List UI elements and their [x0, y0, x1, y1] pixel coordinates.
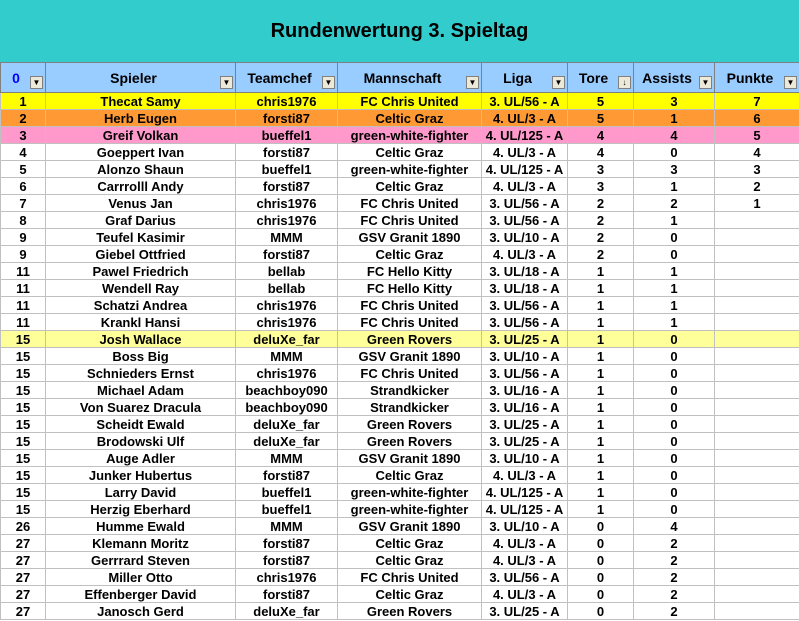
player-cell[interactable]: Alonzo Shaun — [46, 161, 236, 178]
table-row — [1, 484, 799, 501]
points-cell[interactable]: 7 — [715, 93, 799, 110]
rank-cell[interactable]: 2 — [1, 110, 46, 127]
league-cell[interactable]: 4. UL/125 - A — [482, 484, 568, 501]
league-cell[interactable]: 4. UL/3 - A — [482, 586, 568, 603]
points-cell[interactable] — [715, 263, 799, 280]
player-cell[interactable]: Krankl Hansi — [46, 314, 236, 331]
rank-cell[interactable]: 15 — [1, 467, 46, 484]
player-cell[interactable]: Miller Otto — [46, 569, 236, 586]
assists-cell[interactable]: 2 — [634, 535, 715, 552]
league-cell[interactable]: 4. UL/3 - A — [482, 552, 568, 569]
assists-cell[interactable]: 0 — [634, 144, 715, 161]
points-cell[interactable]: 2 — [715, 178, 799, 195]
team-cell[interactable]: Green Rovers — [338, 603, 482, 620]
league-cell[interactable]: 3. UL/56 - A — [482, 297, 568, 314]
player-cell[interactable]: Pawel Friedrich — [46, 263, 236, 280]
table-row — [1, 229, 799, 246]
team-cell[interactable]: Green Rovers — [338, 433, 482, 450]
points-cell[interactable] — [715, 348, 799, 365]
goals-cell[interactable]: 3 — [568, 161, 634, 178]
team-cell[interactable]: FC Chris United — [338, 297, 482, 314]
header-rank: 0 ▼ — [1, 63, 46, 93]
table-row — [1, 399, 799, 416]
rank-cell[interactable]: 1 — [1, 93, 46, 110]
assists-cell[interactable]: 0 — [634, 416, 715, 433]
assists-cell[interactable]: 0 — [634, 399, 715, 416]
teamchef-cell[interactable]: chris1976 — [236, 314, 338, 331]
player-cell[interactable]: Herb Eugen — [46, 110, 236, 127]
player-cell[interactable]: Carrrolll Andy — [46, 178, 236, 195]
assists-cell[interactable]: 0 — [634, 348, 715, 365]
player-cell[interactable]: Giebel Ottfried — [46, 246, 236, 263]
goals-cell[interactable]: 1 — [568, 416, 634, 433]
header-teamchef: Teamchef ▼ — [236, 63, 338, 93]
rank-cell[interactable]: 11 — [1, 263, 46, 280]
dropdown-arrow-icon[interactable]: ▼ — [322, 76, 335, 89]
league-cell[interactable]: 3. UL/56 - A — [482, 569, 568, 586]
goals-cell[interactable]: 1 — [568, 484, 634, 501]
player-cell[interactable]: Herzig Eberhard — [46, 501, 236, 518]
team-cell[interactable]: FC Chris United — [338, 314, 482, 331]
table-row — [1, 212, 799, 229]
goals-cell[interactable]: 1 — [568, 331, 634, 348]
table-row — [1, 161, 799, 178]
player-cell[interactable]: Scheidt Ewald — [46, 416, 236, 433]
rank-cell[interactable]: 15 — [1, 501, 46, 518]
table-row — [1, 314, 799, 331]
rank-cell[interactable]: 27 — [1, 535, 46, 552]
table-row — [1, 280, 799, 297]
teamchef-cell[interactable]: bueffel1 — [236, 127, 338, 144]
team-cell[interactable]: FC Chris United — [338, 212, 482, 229]
rank-cell[interactable]: 27 — [1, 603, 46, 620]
table-row — [1, 569, 799, 586]
dropdown-arrow-icon[interactable]: ▼ — [220, 76, 233, 89]
teamchef-cell[interactable]: chris1976 — [236, 93, 338, 110]
table-row — [1, 535, 799, 552]
goals-cell[interactable]: 0 — [568, 586, 634, 603]
dropdown-arrow-icon[interactable]: ▼ — [466, 76, 479, 89]
goals-cell[interactable]: 1 — [568, 450, 634, 467]
assists-cell[interactable]: 0 — [634, 450, 715, 467]
teamchef-cell[interactable]: forsti87 — [236, 535, 338, 552]
goals-cell[interactable]: 1 — [568, 348, 634, 365]
team-cell[interactable]: FC Chris United — [338, 365, 482, 382]
goals-cell[interactable]: 1 — [568, 433, 634, 450]
league-cell[interactable]: 3. UL/25 - A — [482, 603, 568, 620]
league-cell[interactable]: 4. UL/3 - A — [482, 110, 568, 127]
header-tore: Tore ↓ — [568, 63, 634, 93]
points-cell[interactable] — [715, 467, 799, 484]
table-row — [1, 586, 799, 603]
points-cell[interactable] — [715, 212, 799, 229]
header-mannschaft: Mannschaft ▼ — [338, 63, 482, 93]
player-cell[interactable]: Thecat Samy — [46, 93, 236, 110]
teamchef-cell[interactable]: deluXe_far — [236, 331, 338, 348]
teamchef-cell[interactable]: deluXe_far — [236, 603, 338, 620]
player-cell[interactable]: Graf Darius — [46, 212, 236, 229]
teamchef-cell[interactable]: chris1976 — [236, 365, 338, 382]
league-cell[interactable]: 4. UL/3 - A — [482, 467, 568, 484]
team-cell[interactable]: FC Chris United — [338, 195, 482, 212]
assists-cell[interactable]: 1 — [634, 314, 715, 331]
league-cell[interactable]: 3. UL/10 - A — [482, 348, 568, 365]
goals-cell[interactable]: 0 — [568, 552, 634, 569]
header-assists: Assists ▼ — [634, 63, 715, 93]
rank-cell[interactable]: 15 — [1, 365, 46, 382]
dropdown-arrow-icon[interactable]: ▼ — [30, 76, 43, 89]
points-cell[interactable] — [715, 365, 799, 382]
goals-cell[interactable]: 2 — [568, 246, 634, 263]
rank-cell[interactable]: 6 — [1, 178, 46, 195]
points-cell[interactable] — [715, 535, 799, 552]
header-row — [1, 63, 799, 93]
points-cell[interactable] — [715, 331, 799, 348]
table-row — [1, 263, 799, 280]
assists-cell[interactable]: 3 — [634, 161, 715, 178]
points-cell[interactable]: 6 — [715, 110, 799, 127]
team-cell[interactable]: GSV Granit 1890 — [338, 450, 482, 467]
table-row — [1, 348, 799, 365]
teamchef-cell[interactable]: bueffel1 — [236, 484, 338, 501]
rank-cell[interactable]: 15 — [1, 484, 46, 501]
table-row — [1, 110, 799, 127]
team-cell[interactable]: Celtic Graz — [338, 467, 482, 484]
points-cell[interactable] — [715, 229, 799, 246]
points-cell[interactable] — [715, 569, 799, 586]
points-cell[interactable] — [715, 586, 799, 603]
points-cell[interactable]: 4 — [715, 144, 799, 161]
team-cell[interactable]: FC Chris United — [338, 569, 482, 586]
goals-cell[interactable]: 2 — [568, 195, 634, 212]
league-cell[interactable]: 4. UL/125 - A — [482, 161, 568, 178]
team-cell[interactable]: Celtic Graz — [338, 144, 482, 161]
points-cell[interactable] — [715, 246, 799, 263]
table-row — [1, 518, 799, 535]
rank-cell[interactable]: 11 — [1, 297, 46, 314]
rank-cell[interactable]: 15 — [1, 450, 46, 467]
rank-cell[interactable]: 9 — [1, 246, 46, 263]
assists-cell[interactable]: 1 — [634, 178, 715, 195]
player-cell[interactable]: Greif Volkan — [46, 127, 236, 144]
assists-cell[interactable]: 2 — [634, 569, 715, 586]
team-cell[interactable]: FC Chris United — [338, 93, 482, 110]
teamchef-cell[interactable]: forsti87 — [236, 586, 338, 603]
points-cell[interactable] — [715, 501, 799, 518]
table-row — [1, 416, 799, 433]
rank-cell[interactable]: 7 — [1, 195, 46, 212]
table-row — [1, 331, 799, 348]
table-row — [1, 382, 799, 399]
league-cell[interactable]: 3. UL/18 - A — [482, 280, 568, 297]
team-cell[interactable]: Strandkicker — [338, 399, 482, 416]
assists-cell[interactable]: 0 — [634, 229, 715, 246]
player-cell[interactable]: Auge Adler — [46, 450, 236, 467]
rank-cell[interactable]: 27 — [1, 569, 46, 586]
ranking-table — [0, 62, 799, 620]
points-cell[interactable] — [715, 416, 799, 433]
points-cell[interactable] — [715, 382, 799, 399]
goals-cell[interactable]: 1 — [568, 314, 634, 331]
table-row — [1, 246, 799, 263]
player-cell[interactable]: Larry David — [46, 484, 236, 501]
league-cell[interactable]: 3. UL/18 - A — [482, 263, 568, 280]
team-cell[interactable]: FC Hello Kitty — [338, 280, 482, 297]
teamchef-cell[interactable]: chris1976 — [236, 297, 338, 314]
points-cell[interactable]: 3 — [715, 161, 799, 178]
league-cell[interactable]: 4. UL/3 - A — [482, 246, 568, 263]
player-cell[interactable]: Michael Adam — [46, 382, 236, 399]
rank-cell[interactable]: 15 — [1, 331, 46, 348]
table-row — [1, 552, 799, 569]
page-title: Rundenwertung 3. Spieltag — [270, 20, 529, 42]
team-cell[interactable]: Strandkicker — [338, 382, 482, 399]
league-cell[interactable]: 4. UL/3 - A — [482, 178, 568, 195]
teamchef-cell[interactable]: MMM — [236, 348, 338, 365]
points-cell[interactable] — [715, 603, 799, 620]
player-cell[interactable]: Junker Hubertus — [46, 467, 236, 484]
points-cell[interactable]: 1 — [715, 195, 799, 212]
team-cell[interactable]: Celtic Graz — [338, 552, 482, 569]
table-row — [1, 365, 799, 382]
team-cell[interactable]: Celtic Graz — [338, 246, 482, 263]
dropdown-arrow-icon[interactable]: ▼ — [699, 76, 712, 89]
teamchef-cell[interactable]: chris1976 — [236, 212, 338, 229]
goals-cell[interactable]: 2 — [568, 212, 634, 229]
points-cell[interactable] — [715, 450, 799, 467]
goals-cell[interactable]: 1 — [568, 263, 634, 280]
teamchef-cell[interactable]: beachboy090 — [236, 382, 338, 399]
assists-cell[interactable]: 1 — [634, 280, 715, 297]
team-cell[interactable]: green-white-fighter — [338, 501, 482, 518]
team-cell[interactable]: GSV Granit 1890 — [338, 518, 482, 535]
assists-cell[interactable]: 3 — [634, 93, 715, 110]
league-cell[interactable]: 3. UL/10 - A — [482, 518, 568, 535]
assists-cell[interactable]: 2 — [634, 552, 715, 569]
goals-cell[interactable]: 1 — [568, 399, 634, 416]
goals-cell[interactable]: 3 — [568, 178, 634, 195]
teamchef-cell[interactable]: MMM — [236, 229, 338, 246]
league-cell[interactable]: 4. UL/3 - A — [482, 144, 568, 161]
dropdown-arrow-icon[interactable]: ▼ — [784, 76, 797, 89]
points-cell[interactable] — [715, 297, 799, 314]
rank-cell[interactable]: 26 — [1, 518, 46, 535]
league-cell[interactable]: 3. UL/16 - A — [482, 399, 568, 416]
league-cell[interactable]: 3. UL/10 - A — [482, 229, 568, 246]
league-cell[interactable]: 3. UL/56 - A — [482, 212, 568, 229]
table-row — [1, 467, 799, 484]
table-row — [1, 433, 799, 450]
rank-cell[interactable]: 15 — [1, 382, 46, 399]
table-row — [1, 501, 799, 518]
goals-cell[interactable]: 1 — [568, 365, 634, 382]
goals-cell[interactable]: 0 — [568, 603, 634, 620]
goals-cell[interactable]: 5 — [568, 110, 634, 127]
goals-cell[interactable]: 4 — [568, 127, 634, 144]
assists-cell[interactable]: 1 — [634, 110, 715, 127]
goals-cell[interactable]: 1 — [568, 467, 634, 484]
player-cell[interactable]: Janosch Gerd — [46, 603, 236, 620]
rank-cell[interactable]: 8 — [1, 212, 46, 229]
goals-cell[interactable]: 1 — [568, 382, 634, 399]
rank-cell[interactable]: 11 — [1, 280, 46, 297]
points-cell[interactable] — [715, 552, 799, 569]
rank-cell[interactable]: 27 — [1, 586, 46, 603]
teamchef-cell[interactable]: forsti87 — [236, 110, 338, 127]
rank-cell[interactable]: 15 — [1, 433, 46, 450]
table-row — [1, 144, 799, 161]
points-cell[interactable]: 5 — [715, 127, 799, 144]
sort-desc-icon[interactable]: ↓ — [618, 76, 631, 89]
team-cell[interactable]: Green Rovers — [338, 331, 482, 348]
rank-cell[interactable]: 9 — [1, 229, 46, 246]
team-cell[interactable]: Celtic Graz — [338, 110, 482, 127]
assists-cell[interactable]: 1 — [634, 212, 715, 229]
assists-cell[interactable]: 0 — [634, 246, 715, 263]
assists-cell[interactable]: 2 — [634, 195, 715, 212]
assists-cell[interactable]: 0 — [634, 467, 715, 484]
player-cell[interactable]: Klemann Moritz — [46, 535, 236, 552]
points-cell[interactable] — [715, 399, 799, 416]
player-cell[interactable]: Teufel Kasimir — [46, 229, 236, 246]
assists-cell[interactable]: 0 — [634, 501, 715, 518]
rank-cell[interactable]: 15 — [1, 416, 46, 433]
goals-cell[interactable]: 1 — [568, 501, 634, 518]
assists-cell[interactable]: 2 — [634, 586, 715, 603]
rank-cell[interactable]: 5 — [1, 161, 46, 178]
team-cell[interactable]: green-white-fighter — [338, 161, 482, 178]
league-cell[interactable]: 3. UL/16 - A — [482, 382, 568, 399]
table-row — [1, 450, 799, 467]
points-cell[interactable] — [715, 314, 799, 331]
teamchef-cell[interactable]: bueffel1 — [236, 501, 338, 518]
assists-cell[interactable]: 1 — [634, 263, 715, 280]
teamchef-cell[interactable]: forsti87 — [236, 246, 338, 263]
goals-cell[interactable]: 4 — [568, 144, 634, 161]
teamchef-cell[interactable]: MMM — [236, 518, 338, 535]
teamchef-cell[interactable]: bueffel1 — [236, 161, 338, 178]
header-punkte: Punkte ▼ — [715, 63, 799, 93]
table-row — [1, 195, 799, 212]
player-cell[interactable]: Brodowski Ulf — [46, 433, 236, 450]
teamchef-cell[interactable]: forsti87 — [236, 144, 338, 161]
assists-cell[interactable]: 2 — [634, 603, 715, 620]
dropdown-arrow-icon[interactable]: ▼ — [552, 76, 565, 89]
player-cell[interactable]: Schnieders Ernst — [46, 365, 236, 382]
points-cell[interactable] — [715, 433, 799, 450]
league-cell[interactable]: 3. UL/25 - A — [482, 331, 568, 348]
player-cell[interactable]: Gerrrard Steven — [46, 552, 236, 569]
assists-cell[interactable]: 0 — [634, 433, 715, 450]
rank-cell[interactable]: 3 — [1, 127, 46, 144]
assists-cell[interactable]: 4 — [634, 518, 715, 535]
assists-cell[interactable]: 0 — [634, 331, 715, 348]
teamchef-cell[interactable]: deluXe_far — [236, 433, 338, 450]
league-cell[interactable]: 3. UL/25 - A — [482, 416, 568, 433]
player-cell[interactable]: Schatzi Andrea — [46, 297, 236, 314]
league-cell[interactable]: 3. UL/56 - A — [482, 93, 568, 110]
team-cell[interactable]: GSV Granit 1890 — [338, 348, 482, 365]
goals-cell[interactable]: 0 — [568, 569, 634, 586]
points-cell[interactable] — [715, 280, 799, 297]
team-cell[interactable]: Celtic Graz — [338, 535, 482, 552]
team-cell[interactable]: FC Hello Kitty — [338, 263, 482, 280]
teamchef-cell[interactable]: beachboy090 — [236, 399, 338, 416]
goals-cell[interactable]: 1 — [568, 280, 634, 297]
rank-cell[interactable]: 11 — [1, 314, 46, 331]
header-spieler: Spieler ▼ — [46, 63, 236, 93]
assists-cell[interactable]: 4 — [634, 127, 715, 144]
rank-cell[interactable]: 4 — [1, 144, 46, 161]
team-cell[interactable]: Green Rovers — [338, 416, 482, 433]
table-body — [1, 93, 799, 620]
league-cell[interactable]: 3. UL/56 - A — [482, 195, 568, 212]
team-cell[interactable]: green-white-fighter — [338, 484, 482, 501]
assists-cell[interactable]: 1 — [634, 297, 715, 314]
league-cell[interactable]: 4. UL/3 - A — [482, 535, 568, 552]
player-cell[interactable]: Effenberger David — [46, 586, 236, 603]
rank-cell[interactable]: 15 — [1, 348, 46, 365]
league-cell[interactable]: 3. UL/25 - A — [482, 433, 568, 450]
goals-cell[interactable]: 1 — [568, 297, 634, 314]
league-cell[interactable]: 3. UL/56 - A — [482, 314, 568, 331]
assists-cell[interactable]: 0 — [634, 484, 715, 501]
teamchef-cell[interactable]: bellab — [236, 263, 338, 280]
rank-cell[interactable]: 15 — [1, 399, 46, 416]
assists-cell[interactable]: 0 — [634, 382, 715, 399]
table-row — [1, 603, 799, 620]
goals-cell[interactable]: 0 — [568, 535, 634, 552]
player-cell[interactable]: Humme Ewald — [46, 518, 236, 535]
player-cell[interactable]: Boss Big — [46, 348, 236, 365]
league-cell[interactable]: 4. UL/125 - A — [482, 501, 568, 518]
table-row — [1, 178, 799, 195]
header-liga: Liga ▼ — [482, 63, 568, 93]
goals-cell[interactable]: 2 — [568, 229, 634, 246]
assists-cell[interactable]: 0 — [634, 365, 715, 382]
goals-cell[interactable]: 0 — [568, 518, 634, 535]
team-cell[interactable]: GSV Granit 1890 — [338, 229, 482, 246]
league-cell[interactable]: 3. UL/10 - A — [482, 450, 568, 467]
teamchef-cell[interactable]: forsti87 — [236, 552, 338, 569]
league-cell[interactable]: 4. UL/125 - A — [482, 127, 568, 144]
team-cell[interactable]: green-white-fighter — [338, 127, 482, 144]
teamchef-cell[interactable]: bellab — [236, 280, 338, 297]
points-cell[interactable] — [715, 484, 799, 501]
team-cell[interactable]: Celtic Graz — [338, 586, 482, 603]
player-cell[interactable]: Venus Jan — [46, 195, 236, 212]
teamchef-cell[interactable]: deluXe_far — [236, 416, 338, 433]
teamchef-cell[interactable]: chris1976 — [236, 195, 338, 212]
player-cell[interactable]: Josh Wallace — [46, 331, 236, 348]
player-cell[interactable]: Goeppert Ivan — [46, 144, 236, 161]
points-cell[interactable] — [715, 518, 799, 535]
teamchef-cell[interactable]: MMM — [236, 450, 338, 467]
teamchef-cell[interactable]: forsti87 — [236, 467, 338, 484]
teamchef-cell[interactable]: forsti87 — [236, 178, 338, 195]
goals-cell[interactable]: 5 — [568, 93, 634, 110]
team-cell[interactable]: Celtic Graz — [338, 178, 482, 195]
table-row — [1, 93, 799, 110]
player-cell[interactable]: Wendell Ray — [46, 280, 236, 297]
teamchef-cell[interactable]: chris1976 — [236, 569, 338, 586]
player-cell[interactable]: Von Suarez Dracula — [46, 399, 236, 416]
league-cell[interactable]: 3. UL/56 - A — [482, 365, 568, 382]
table-row — [1, 297, 799, 314]
table-row — [1, 127, 799, 144]
rank-cell[interactable]: 27 — [1, 552, 46, 569]
